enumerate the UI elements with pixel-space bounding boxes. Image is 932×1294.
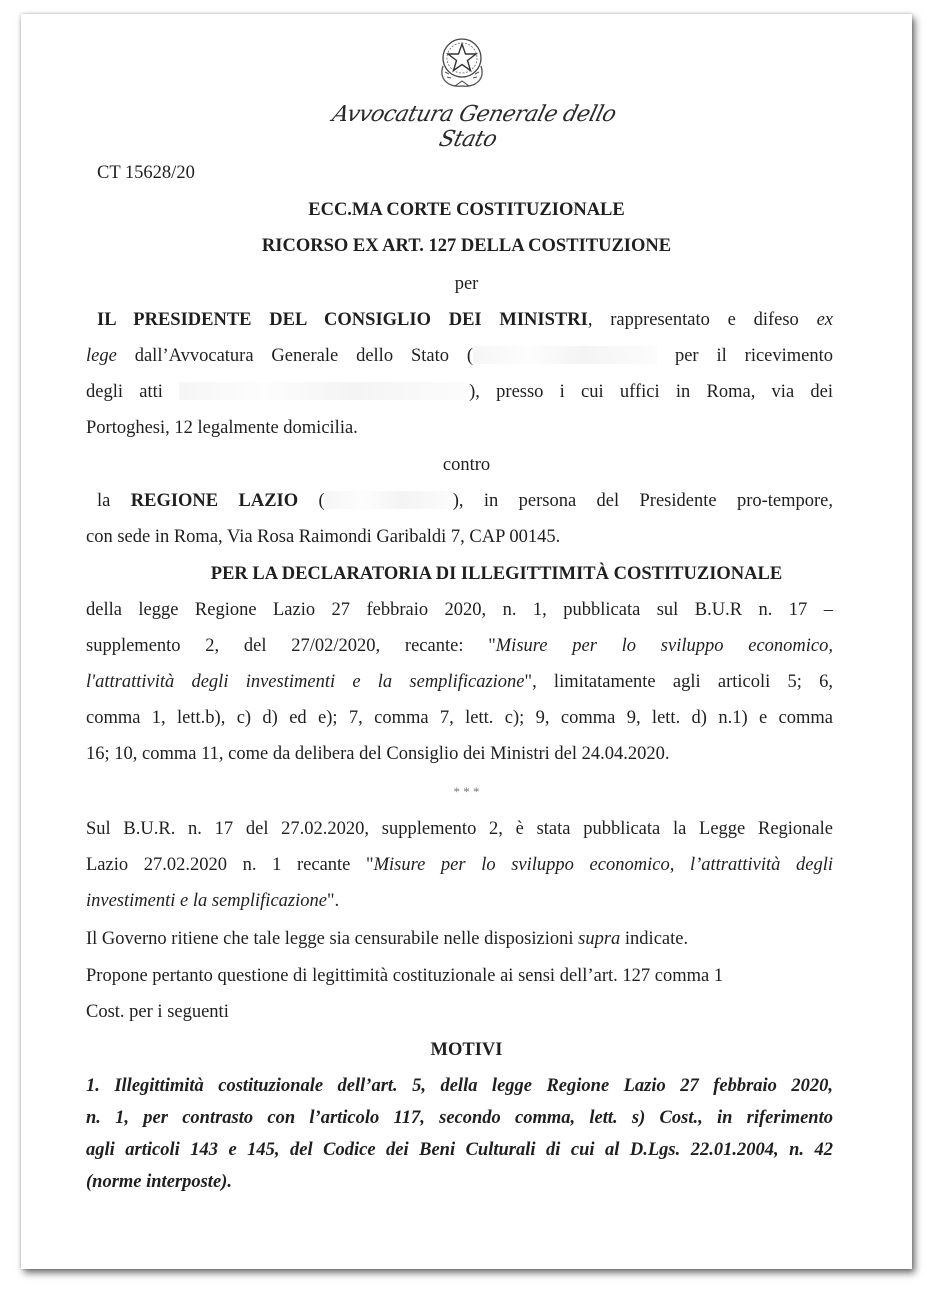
para1-line2: supplemento 2, del 27/02/2020, recante: "Misure per lo sviluppo economico,: [86, 636, 833, 656]
party1-line3: degli atti ), presso i cui uffici in Roma, via dei: [86, 382, 834, 402]
para1-line3: l'attrattività degli investimenti e la semplificazione", limitatamente agli articoli 5; 6,: [86, 672, 833, 692]
per-label: per: [454, 274, 479, 294]
para2-line3: investimenti e la semplificazione".: [86, 891, 340, 911]
redacted-field: [179, 382, 469, 400]
para1-line4: comma 1, lett.b), c) d) ed e); 7, comma 7, lett. c); 9, comma 9, lett. d) n.1) e comma: [86, 708, 833, 728]
para1-line5: 16; 10, comma 11, come da delibera del Consiglio dei Ministri del 24.04.2020.: [86, 744, 670, 764]
para2-line2: Lazio 27.02.2020 n. 1 recante "Misure per lo sviluppo economico, l’attrattività degli: [86, 855, 834, 875]
contro-label: contro: [442, 455, 491, 475]
declaratoria-heading: PER LA DECLARATORIA DI ILLEGITTIMITÀ COSTITUZIONALE: [210, 564, 783, 584]
institution-name: Avvocatura Generale dello Stato: [329, 102, 619, 152]
party2-name: REGIONE LAZIO: [130, 491, 299, 511]
party1-line4: Portoghesi, 12 legalmente domicilia.: [86, 418, 358, 438]
party2-line2: con sede in Roma, Via Rosa Raimondi Garibaldi 7, CAP 00145.: [86, 527, 561, 547]
emblem-icon: [435, 32, 489, 90]
reference-number: CT 15628/20: [97, 163, 195, 183]
court-title: ECC.MA CORTE COSTITUZIONALE: [308, 200, 625, 220]
para4-line1: Propone pertanto questione di legittimità costituzionale ai sensi dell’art. 127 comma 1: [86, 966, 724, 986]
redacted-field: [325, 491, 453, 509]
motivo1-line1: 1. Illegittimità costituzionale dell’art. 5, della legge Regione Lazio 27 febbraio 2020,: [86, 1076, 833, 1096]
motivi-heading: MOTIVI: [430, 1040, 503, 1060]
party1-name: IL PRESIDENTE DEL CONSIGLIO DEI MINISTRI: [97, 310, 588, 330]
redacted-field: [473, 346, 657, 364]
para1-line1: della legge Regione Lazio 27 febbraio 2020, n. 1, pubblicata sul B.U.R n. 17 –: [86, 600, 833, 620]
party1-line2: lege dall’Avvocatura Generale dello Stato ( per il ricevimento: [86, 346, 834, 366]
motivo1-line4: (norme interposte).: [86, 1172, 232, 1192]
party1-line1: IL PRESIDENTE DEL CONSIGLIO DEI MINISTRI, rappresentato e difeso ex: [97, 310, 833, 330]
para3: Il Governo ritiene che tale legge sia censurabile nelle disposizioni supra indicate.: [86, 929, 689, 949]
party2-line1: la REGIONE LAZIO ( ), in persona del Presidente pro-tempore,: [97, 491, 834, 511]
document-page: [21, 14, 912, 1269]
motivo1-line3: agli articoli 143 e 145, del Codice dei Beni Culturali di cui al D.Lgs. 22.01.2004, n. 42: [86, 1140, 833, 1160]
motivo1-line2: n. 1, per contrasto con l’articolo 117, secondo comma, lett. s) Cost., in riferimento: [86, 1108, 833, 1128]
para4-line2: Cost. per i seguenti: [86, 1002, 229, 1022]
appeal-title: RICORSO EX ART. 127 DELLA COSTITUZIONE: [261, 236, 672, 256]
section-stars: * * *: [453, 784, 480, 799]
para2-line1: Sul B.U.R. n. 17 del 27.02.2020, supplemento 2, è stata pubblicata la Legge Regionale: [86, 819, 833, 839]
